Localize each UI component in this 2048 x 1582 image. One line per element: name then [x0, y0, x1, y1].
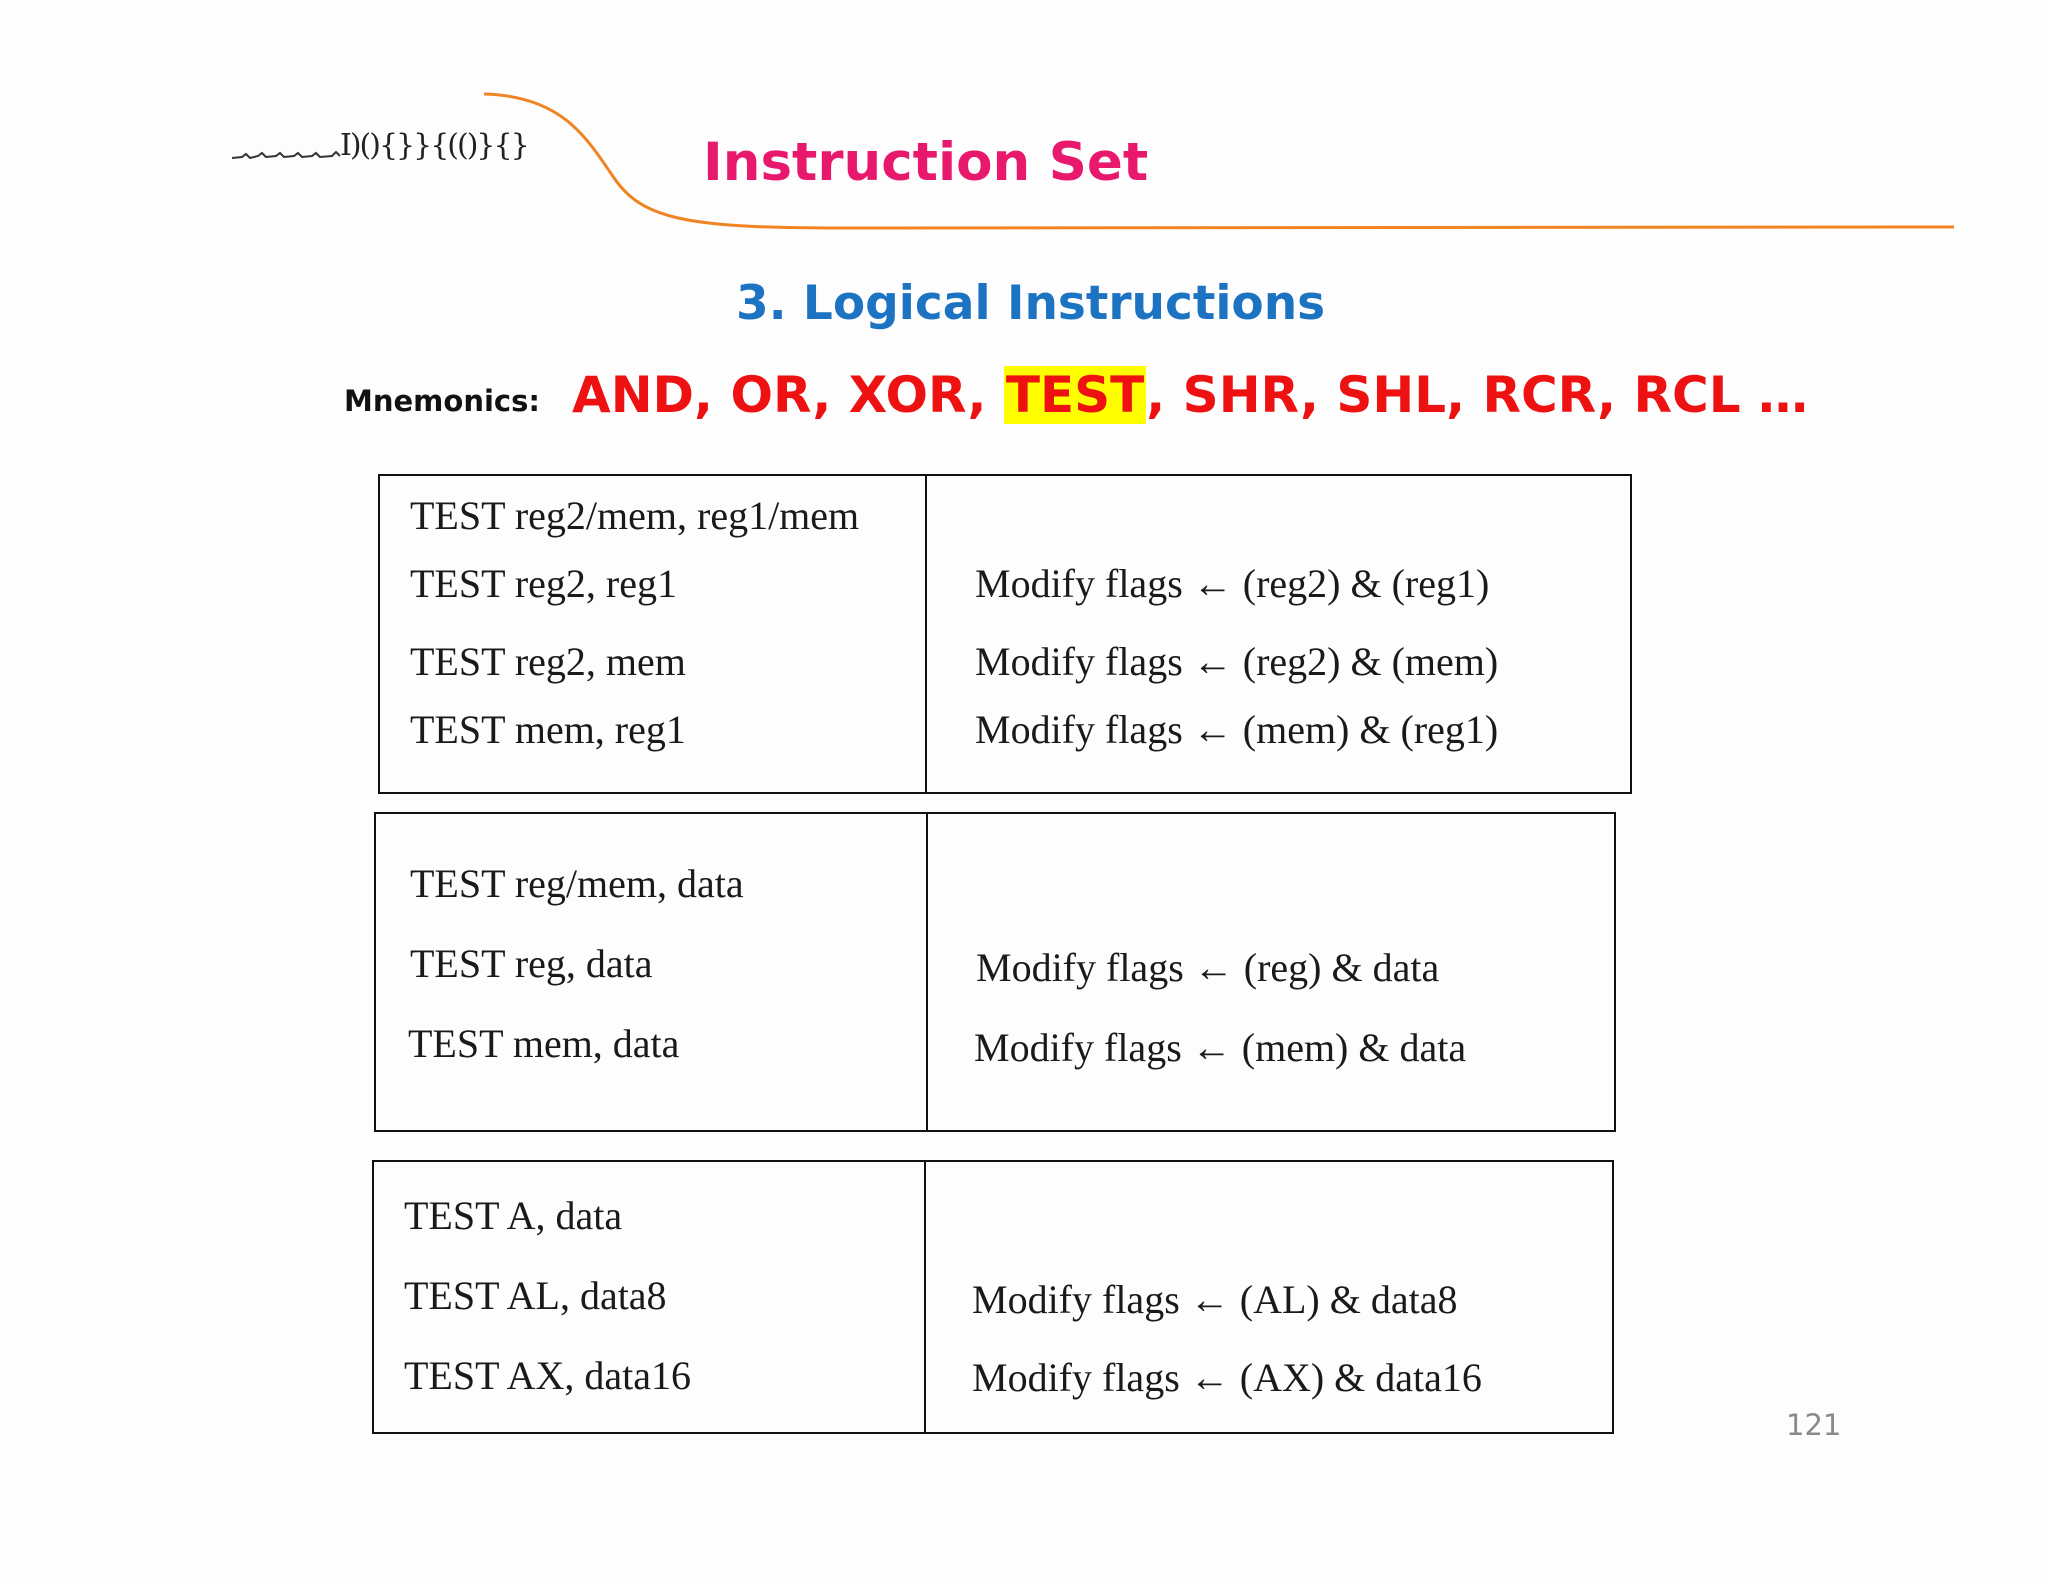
table2-right-line-2: Modify flags ← (mem) & data: [974, 1025, 1467, 1070]
table3-right-line-1: Modify flags ← (AL) & data8: [972, 1277, 1458, 1322]
header-curve-icon: [0, 0, 2048, 260]
table3-left-line-1: TEST A, data: [404, 1193, 623, 1238]
page-number: 121: [1786, 1408, 1842, 1442]
mnemonics-label: Mnemonics:: [344, 384, 540, 418]
mnemonics-before: AND, OR, XOR,: [572, 366, 1004, 424]
instruction-table-3: [372, 1160, 1614, 1434]
table2-left-line-3: TEST mem, data: [408, 1021, 680, 1066]
mnemonics-after: , SHR, SHL, RCR, RCL …: [1146, 366, 1808, 424]
table2-left-line-2: TEST reg, data: [410, 941, 653, 986]
logo-text: I)(){}}{(()}{}: [340, 128, 528, 163]
instruction-table-2: [374, 812, 1616, 1132]
mnemonics-list: [572, 366, 1808, 424]
table3-left-line-3: TEST AX, data16: [404, 1353, 692, 1398]
table2-right-line-1: Modify flags ← (reg) & data: [976, 945, 1440, 990]
table3-right-line-2: Modify flags ← (AX) & data16: [972, 1355, 1482, 1400]
table1-left-line-1: TEST reg2/mem, reg1/mem: [410, 493, 860, 538]
table1-left-line-3: TEST reg2, mem: [410, 639, 686, 684]
slide-title: Instruction Set: [703, 132, 1149, 193]
table1-left-line-4: TEST mem, reg1: [410, 707, 686, 752]
mnemonics-highlight: TEST: [1005, 366, 1145, 424]
table1-right-line-1: Modify flags ← (reg2) & (reg1): [975, 561, 1490, 606]
table1-right-line-2: Modify flags ← (reg2) & (mem): [975, 639, 1499, 684]
table2-left-line-1: TEST reg/mem, data: [410, 861, 744, 906]
table1-left-line-2: TEST reg2, reg1: [410, 561, 677, 606]
table1-right-line-3: Modify flags ← (mem) & (reg1): [975, 707, 1499, 752]
section-subtitle: 3. Logical Instructions: [736, 276, 1326, 331]
table3-left-line-2: TEST AL, data8: [404, 1273, 667, 1318]
instruction-table-1: [378, 474, 1632, 794]
